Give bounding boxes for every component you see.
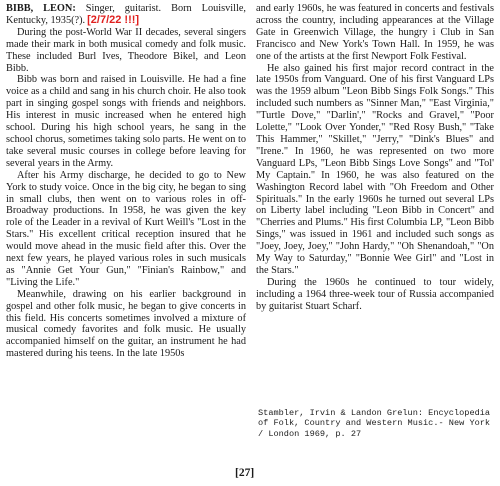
page-number: [27]: [235, 467, 255, 479]
paragraph: After his Army discharge, he decided to go to New York to study voice. Once in the big city, he began to sing in small clubs, then went on to various roles in off-Broadway productions. In 1958, he was given the key role of the Leader in a revival of Kurt Weill's "Lost in the Stars." His excellent critical reception insured that he would move ahead in the music field after this. Over the next few years, he played various roles in such musicals as "Annie Get Your Gun," "Finian's Rainbow," and "Living the Life.": [6, 169, 246, 288]
paragraph: He also gained his first major record contract in the late 1950s from Vanguard. One of his first Vanguard LPs was the 1959 album "Leon Bibb Sings Folk Songs." This included such numbers as "Sinner Man," "East Virginia," "Turtle Dove," "Darlin'," "Rocks and Gravel," "Poor Lolette," "Look Over Yonder," "Red Rosy Bush," "Take This Hammer," "Skillet," "Jerry," "Dink's Blues" and "Irene." In 1960, he was represented on two more Vanguard LPs, "Leon Bibb Sings Love Songs" and "Tol' My Captain." In 1960, he was also featured on the Washington Record label with "Oh Freedom and Other Spirituals." In the early 1960s he turned out several LPs on Liberty label including "Leon Bibb in Concert" and "Cherries and Plums." His first Columbia LP, "Leon Bibb Sings," was issued in 1961 and included such songs as "Joey, Joey, Joey," "John Hardy," "Oh Shenandoah," "On My Way to Saturday," "Bonnie Wee Girl" and "Lost in the Stars.": [256, 62, 494, 276]
paragraph: During the 1960s he continued to tour widely, including a 1964 three-week tour of Russia accompanied by guitarist Stuart Scharf.: [256, 276, 494, 312]
paragraph: Bibb was born and raised in Louisville. He had a fine voice as a child and sang in his church choir. He also took part in singing gospel songs with friends and neighbors. His interest in music increased when he entered high school. During his high school years, he sang in the school chorus, sometimes taking solo parts. He went on to take several music courses in college before leaving for several years in the Army.: [6, 74, 246, 169]
handwritten-date-note: [2/7/22 !!!]: [87, 13, 140, 26]
right-column: [256, 3, 494, 313]
source-citation: Stambler, Irvin & Landon Grelun: Encyclopedia of Folk, Country and Western Music.- New York / London 1969, p. 27: [258, 408, 491, 439]
entry-headword: BIBB, LEON:: [6, 3, 76, 14]
paragraph: Meanwhile, drawing on his earlier background in gospel and other folk music, he began to give concerts in this field. His concerts sometimes involved a mixture of musical comedy favorites and folk music. He usually accompanied himself on the guitar, an instrument he had mastered during his teens. In the late 1950s: [6, 288, 246, 360]
entry-heading: [6, 3, 246, 27]
paragraph: During the post-World War II decades, several singers made their mark in both musical comedy and folk music. These included Burl Ives, Theodore Bikel, and Leon Bibb.: [6, 26, 246, 74]
left-column: [6, 3, 246, 360]
paragraph-continued: and early 1960s, he was featured in concerts and festivals across the country, including appearances at the Village Gate in Greenwich Village, the hungry i Club in San Francisco and New York's Town Hall. In 1959, he was one of the artists at the first Newport Folk Festival.: [256, 3, 494, 62]
entry-descriptor: Singer, guitarist. Born Louisville, Kentucky, 1935(?).: [6, 3, 246, 26]
